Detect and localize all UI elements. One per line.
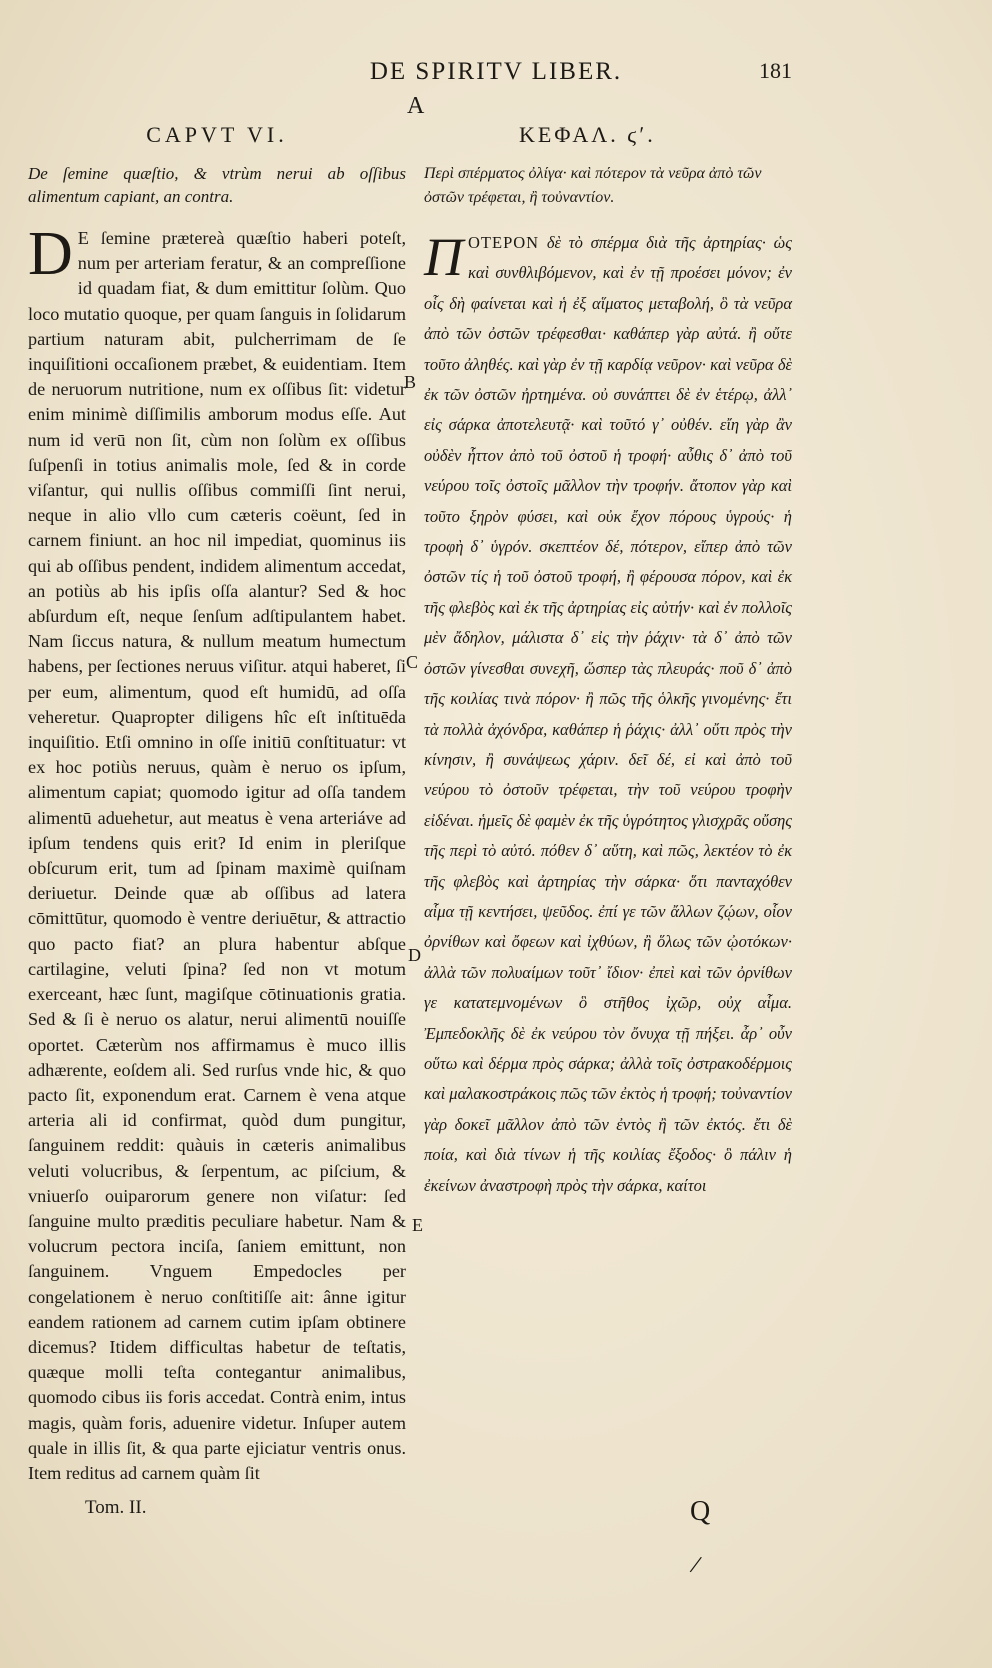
greek-body-text [424, 228, 792, 1201]
greek-body: δὲ τὸ σπέρμα διὰ τῆς ἀρτηρίας· ὡς καὶ συνθλιβόμενον, καὶ ἐν τῇ προέσει μόνον; ἐν οἷς δὴ φαίνεται καὶ ἡ ἐξ αἵματος μεταβολή, ὃ τὰ νεῦρα ἀπὸ τῶν ὀστῶν τρέφεσθαι· καθάπερ γὰρ αὐτά. ἢ οὔτε τοῦτο ἀληθές. καὶ γὰρ ἐν τῇ καρδίᾳ νεῦρον· καὶ νεῦρα δὲ ἐκ τῶν ὀστῶν ἠρτημένα. οὐ συνάπτει δὲ ἐν ἑτέρῳ, ἀλλ᾽ εἰς σάρκα ἀποτελευτᾷ· καὶ τοῦτό γ᾽ οὐθέν. εἴη γὰρ ἂν οὐδὲν ἧττον ἀπὸ τοῦ ὀστοῦ ἡ τροφή· αὖθις δ᾽ ἀπὸ τοῦ νεύρου τοῖς ὀστοῖς μᾶλλον τὴν τροφήν. ἄτοπον γὰρ καὶ τοῦτο ξηρὸν φύσει, καὶ οὐκ ἔχον πόρους ὑγρούς· ἡ τροφὴ δ᾽ ὑγρόν. σκεπτέον δέ, πότερον, εἴπερ ἀπὸ τῶν ὀστῶν τίς ἡ τοῦ ὀστοῦ τροφή, ἢ φέρουσα πόρον, καὶ ἐκ τῆς φλεβὸς καὶ ἐκ τῆς ἀρτηρίας εἰς αὐτήν· καὶ ἐν πολλοῖς μὲν ἄδηλον, μάλιστα δ᾽ εἰς τὴν ῥάχιν· τὰ δ᾽ ἀπὸ τῶν ὀστῶν γίνεσθαι συνεχῆ, ὥσπερ τὰς πλευράς· ποῦ δ᾽ ἀπὸ τῆς κοιλίας τινὰ πόρον· ἢ πῶς τῆς ὁλκῆς γινομένης· ἔτι τὰ πολλὰ ἀχόνδρα, καθάπερ ἡ ῥάχις· ἀλλ᾽ οὔτι πρὸς τὴν κίνησιν, ἢ συνάψεως χάριν. δεῖ δέ, εἰ καὶ ἀπὸ τοῦ νεύρου τὸ ὀστοῦν τρέφεται, τὴν τοῦ νεύρου τροφὴν εἰδέναι. ἡμεῖς δὲ φαμὲν ἐκ τῆς ὑγρότητος γλισχρᾶς οὔσης τῆς περὶ τὸ αὐτό. πόθεν δ᾽ αὕτη, καὶ πῶς, λεκτέον τὸ ἐκ τῆς φλεβὸς καὶ ἀρτηρίας τὴν σάρκα· ὅτι πανταχόθεν αἷμα τῇ κεντήσει, ψεῦδος. ἐπί γε τῶν ἄλλων ζῴων, οἷον ὀρνίθων καὶ ὄφεων καὶ ἰχθύων, ἢ ὅλως τῶν ᾠοτόκων· ἀλλὰ τῶν πολυαίμων τοῦτ᾽ ἴδιον· ἐπεὶ καὶ τῶν ὀρνίθων γε κατατεμνομένων ὃ στῆθος ἰχῶρ, οὐχ αἷμα. Ἐμπεδοκλῆς δὲ ἐκ νεύρου τὸν ὄνυχα τῇ πήξει. ἆρ᾽ οὖν οὕτω καὶ δέρμα πρὸς σάρκα; ἀλλὰ τοῖς ὀστρακοδέρμοις καὶ μαλακοστράκοις πῶς τῶν ἐκτὸς ἡ τροφή; τοὐναντίον γὰρ δοκεῖ μᾶλλον ἀπὸ τῶν ἐντὸς ἢ τῶν ἐκτός. ἔτι δὲ ποία, καὶ διὰ τίνων ἡ τῆς κοιλίας ἔξοδος· ὃ πάλιν ἡ ἐκείνων ἀναστροφὴ πρὸς τὴν σάρκα, καίτοι [424, 233, 792, 1195]
signature-mark-q: Q [690, 1496, 711, 1527]
latin-column [28, 118, 406, 1486]
margin-letter-d: D [408, 945, 421, 965]
greek-column [424, 118, 792, 1201]
latin-chapter-summary: De ſemine quæſtio, & vtrùm nerui ab oſſibus alimentum capiant, an contra. [28, 164, 406, 206]
greek-drop-cap: Π [424, 227, 463, 287]
section-letter-a: A [407, 93, 425, 119]
latin-body-text [28, 220, 406, 1486]
margin-letter-e: E [412, 1215, 423, 1235]
margin-letter-b: B [404, 372, 417, 392]
latin-drop-cap: D [28, 220, 73, 288]
margin-letter-c: C [406, 652, 419, 672]
greek-chapter-title: ΚΕΦΑΛ. ϛʹ. [519, 122, 656, 147]
latin-body: E ſemine prætereà quæſtio haberi poteſt, num per arteriam feratur, & an compreſſione id quadam fiat, & dum emittitur ſolùm. Quo loco mutatio quoque, per quam ſanguis in ſolidarum partium naturam abit, pulcherrimam de ſe inquiſitioni occaſionem præbet, & euidentiam. Item de neruorum nutritione, num ex oſſibus ſit: videtur enim minimè diſſimilis amborum modus eſſe. Aut num id verū non ſit, cùm non ſolùm ex oſſibus ſuſpenſi in totius animalis mole, ſed & in corde viſantur, qui nullis oſſibus commiſſi ſint nerui, neque in alio vllo cum cæteris coëunt, ſed in carnem finiunt. an hoc nil impediat, quominus iis qui ab oſſibus pendent, indidem alimentum accedat, an potiùs ab his ipſis oſſa alantur? Sed & hoc abſurdum eſt, neque ſenſum adſtipulantem habet. Nam ſiccus natura, & nullum meatum humectum habens, per ſectiones neruus viſitur. atqui haberet, ſi per eum, alimentum, quod eſt humidū, ad oſſa veheretur. Quapropter diligens hîc eſt inſtituēda inquiſitio. Etſi omnino in oſſe initiū conſtituatur: vt ex hoc potiùs neruus, quàm è neruo os ipſum, alimentum capiat; quomodo igitur ad oſſa tandem alimentū aduehetur, aut meatus è vena arteriáve ad ipſum tendens quis erit? Id enim in pleriſque obſcurum erit, tum ad ſpinam maximè quiſnam deriuetur. Deinde quæ ab oſſibus ad latera cōmittūtur, quomodo è ventre deriuētur, & attractio quo pacto fiat? an plura habentur abſque cartilagine, veluti ſpina? ſed non vt motum exerceant, hæc ſunt, magiſque cōtinuationis gratia. Sed & ſi è neruo os alatur, nerui alimentū nouiſſe oportet. Cæterùm nos affirmamus è muco illis adhærente, eoſdem ali. Sed rurſus vnde hic, & quo pacto ſit, exponendum erat. Carnem è vena atque arteria ali id confirmat, quòd dum pungitur, ſanguinem reddit: quàuis in cæteris animalibus veluti volucribus, & ſerpentum, ac piſcium, & vniuerſo ouiparorum genere non viſatur: ſed ſanguine multo præditis peculiare habetur. Nam & volucrum pectora inciſa, ſaniem emittunt, non ſanguinem. Vnguem Empedocles per congelationem è neruo conſtitiſſe ait: ânne igitur eandem rationem ad carnem cutim ipſam obtinere dicemus? Itidem difficultas habetur de teſtatis, quæque molli teſta contegantur animalibus, quomodo cibus iis foris accedat. Contrà enim, intus magis, quàm foris, aduenire videtur. Inſuper autem quale in illis ſit, & qua parte ejiciatur ventris onus. Item reditus ad carnem quàm ſit [28, 228, 406, 1483]
greek-chapter-summary: Περὶ σπέρματος ὀλίγα· καὶ πότερον τὰ νεῦρα ἀπὸ τῶν ὀστῶν τρέφεται, ἢ τοὐναντίον. [424, 165, 762, 206]
volume-mark: Tom. II. [85, 1497, 147, 1518]
running-head: DE SPIRITV LIBER. [369, 58, 623, 85]
ink-stroke-mark: / [687, 1549, 704, 1580]
latin-chapter-title: CAPVT VI. [146, 122, 288, 147]
page-number: 181 [759, 58, 792, 83]
greek-opening-caps: ΟΤΕΡΟΝ [468, 233, 540, 252]
